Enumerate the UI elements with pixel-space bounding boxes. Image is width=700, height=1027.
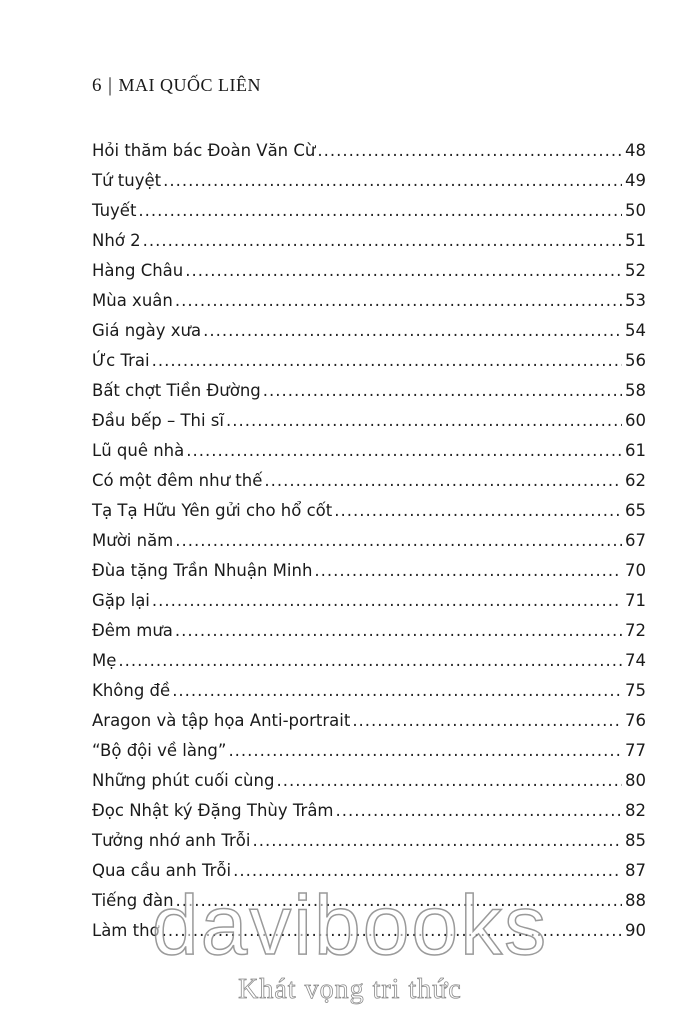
toc-entry-title: Tưởng nhớ anh Trỗi [92, 831, 251, 850]
toc-leader-dots [203, 316, 622, 346]
toc-entry [92, 856, 646, 886]
toc-leader-dots [175, 616, 622, 646]
toc-entry [92, 706, 646, 736]
toc-leader-dots [143, 226, 622, 256]
toc-leader-dots [264, 466, 622, 496]
toc-entry-title: Làm thơ [92, 921, 160, 940]
toc-entry [92, 376, 646, 406]
page-number: 6 [92, 74, 102, 96]
toc-entry-title: Tuyết [92, 201, 137, 220]
toc-entry-page: 65 [625, 501, 646, 520]
toc-leader-dots [163, 166, 622, 196]
toc-entry-title: Những phút cuối cùng [92, 771, 275, 790]
toc-entry-page: 56 [625, 351, 646, 370]
toc-entry-page: 80 [625, 771, 646, 790]
toc-leader-dots [172, 676, 622, 706]
toc-entry [92, 226, 646, 256]
toc-leader-dots [317, 136, 622, 166]
toc-entry [92, 646, 646, 676]
toc-entry-page: 52 [625, 261, 646, 280]
toc-entry [92, 616, 646, 646]
toc-entry-title: Ức Trai [92, 351, 150, 370]
toc-entry [92, 436, 646, 466]
watermark-logo: davibooks [151, 878, 549, 972]
toc-leader-dots [276, 766, 622, 796]
toc-entry-page: 50 [625, 201, 646, 220]
toc-entry-page: 48 [625, 141, 646, 160]
toc-entry-title: Mẹ [92, 651, 117, 670]
toc-entry-title: Tạ Tạ Hữu Yên gửi cho hổ cốt [92, 501, 333, 520]
toc-entry [92, 166, 646, 196]
toc-entry [92, 286, 646, 316]
toc-entry [92, 406, 646, 436]
toc-entry-title: Đọc Nhật ký Đặng Thùy Trâm [92, 801, 334, 820]
toc-entry-title: Mười năm [92, 531, 174, 550]
toc-entry-page: 67 [625, 531, 646, 550]
toc-entry-page: 87 [625, 861, 646, 880]
toc-entry-page: 88 [625, 891, 646, 910]
toc-entry-page: 58 [625, 381, 646, 400]
toc-leader-dots [233, 856, 622, 886]
author-name: MAI QUỐC LIÊN [118, 75, 261, 95]
toc-entry-title: Có một đêm như thế [92, 471, 263, 490]
toc-entry-page: 61 [625, 441, 646, 460]
toc-entry [92, 886, 646, 916]
toc-leader-dots [152, 346, 622, 376]
toc-leader-dots [162, 916, 622, 946]
toc-entry-page: 71 [625, 591, 646, 610]
toc-entry [92, 526, 646, 556]
toc-leader-dots [176, 886, 622, 916]
toc-entry [92, 826, 646, 856]
toc-entry-title: Qua cầu anh Trỗi [92, 861, 232, 880]
toc-entry-title: Lũ quê nhà [92, 441, 185, 460]
toc-entry [92, 556, 646, 586]
toc-leader-dots [334, 496, 622, 526]
table-of-contents [92, 136, 646, 946]
toc-entry-title: Hàng Châu [92, 261, 184, 280]
toc-entry [92, 766, 646, 796]
toc-entry-page: 72 [625, 621, 646, 640]
toc-entry-page: 82 [625, 801, 646, 820]
toc-leader-dots [226, 406, 622, 436]
toc-entry-title: Giá ngày xưa [92, 321, 202, 340]
toc-entry [92, 346, 646, 376]
toc-entry-title: Gặp lại [92, 591, 150, 610]
toc-entry-page: 70 [625, 561, 646, 580]
toc-entry-title: Hỏi thăm bác Đoàn Văn Cừ [92, 141, 316, 160]
toc-entry-title: Bất chợt Tiền Đường [92, 381, 261, 400]
toc-leader-dots [336, 796, 623, 826]
running-header [92, 74, 261, 97]
toc-entry-title: “Bộ đội về làng” [92, 741, 227, 760]
toc-entry-title: Đầu bếp – Thi sĩ [92, 411, 224, 430]
toc-entry-title: Aragon và tập họa Anti-portrait [92, 711, 351, 730]
toc-entry [92, 256, 646, 286]
toc-entry [92, 496, 646, 526]
toc-entry-page: 51 [625, 231, 646, 250]
toc-entry-page: 77 [625, 741, 646, 760]
toc-entry [92, 136, 646, 166]
toc-leader-dots [175, 286, 622, 316]
watermark-tagline: Khát vọng tri thức [238, 974, 462, 1005]
toc-entry-title: Không đề [92, 681, 171, 700]
toc-entry-page: 54 [625, 321, 646, 340]
toc-entry [92, 196, 646, 226]
toc-entry-title: Đêm mưa [92, 621, 173, 640]
toc-leader-dots [175, 526, 622, 556]
toc-entry [92, 466, 646, 496]
toc-leader-dots [118, 646, 622, 676]
toc-leader-dots [252, 826, 622, 856]
toc-leader-dots [152, 586, 622, 616]
toc-leader-dots [314, 556, 622, 586]
toc-entry-page: 75 [625, 681, 646, 700]
toc-leader-dots [186, 436, 622, 466]
toc-entry-title: Mùa xuân [92, 291, 173, 310]
toc-entry-page: 62 [625, 471, 646, 490]
toc-entry-title: Nhớ 2 [92, 231, 141, 250]
toc-entry-page: 49 [625, 171, 646, 190]
toc-leader-dots [263, 376, 622, 406]
toc-leader-dots [352, 706, 622, 736]
toc-entry [92, 586, 646, 616]
header-separator: | [108, 74, 113, 96]
toc-entry-page: 90 [625, 921, 646, 940]
toc-entry-page: 53 [625, 291, 646, 310]
toc-entry-title: Tiếng đàn [92, 891, 174, 910]
toc-entry-page: 74 [625, 651, 646, 670]
toc-entry [92, 736, 646, 766]
toc-leader-dots [138, 196, 622, 226]
toc-entry [92, 316, 646, 346]
toc-entry-title: Đùa tặng Trần Nhuận Minh [92, 561, 313, 580]
toc-entry-page: 60 [625, 411, 646, 430]
toc-entry-page: 85 [625, 831, 646, 850]
toc-leader-dots [228, 736, 622, 766]
toc-entry [92, 916, 646, 946]
toc-entry [92, 676, 646, 706]
toc-entry [92, 796, 646, 826]
toc-entry-title: Tứ tuyệt [92, 171, 162, 190]
toc-leader-dots [185, 256, 622, 286]
toc-entry-page: 76 [625, 711, 646, 730]
